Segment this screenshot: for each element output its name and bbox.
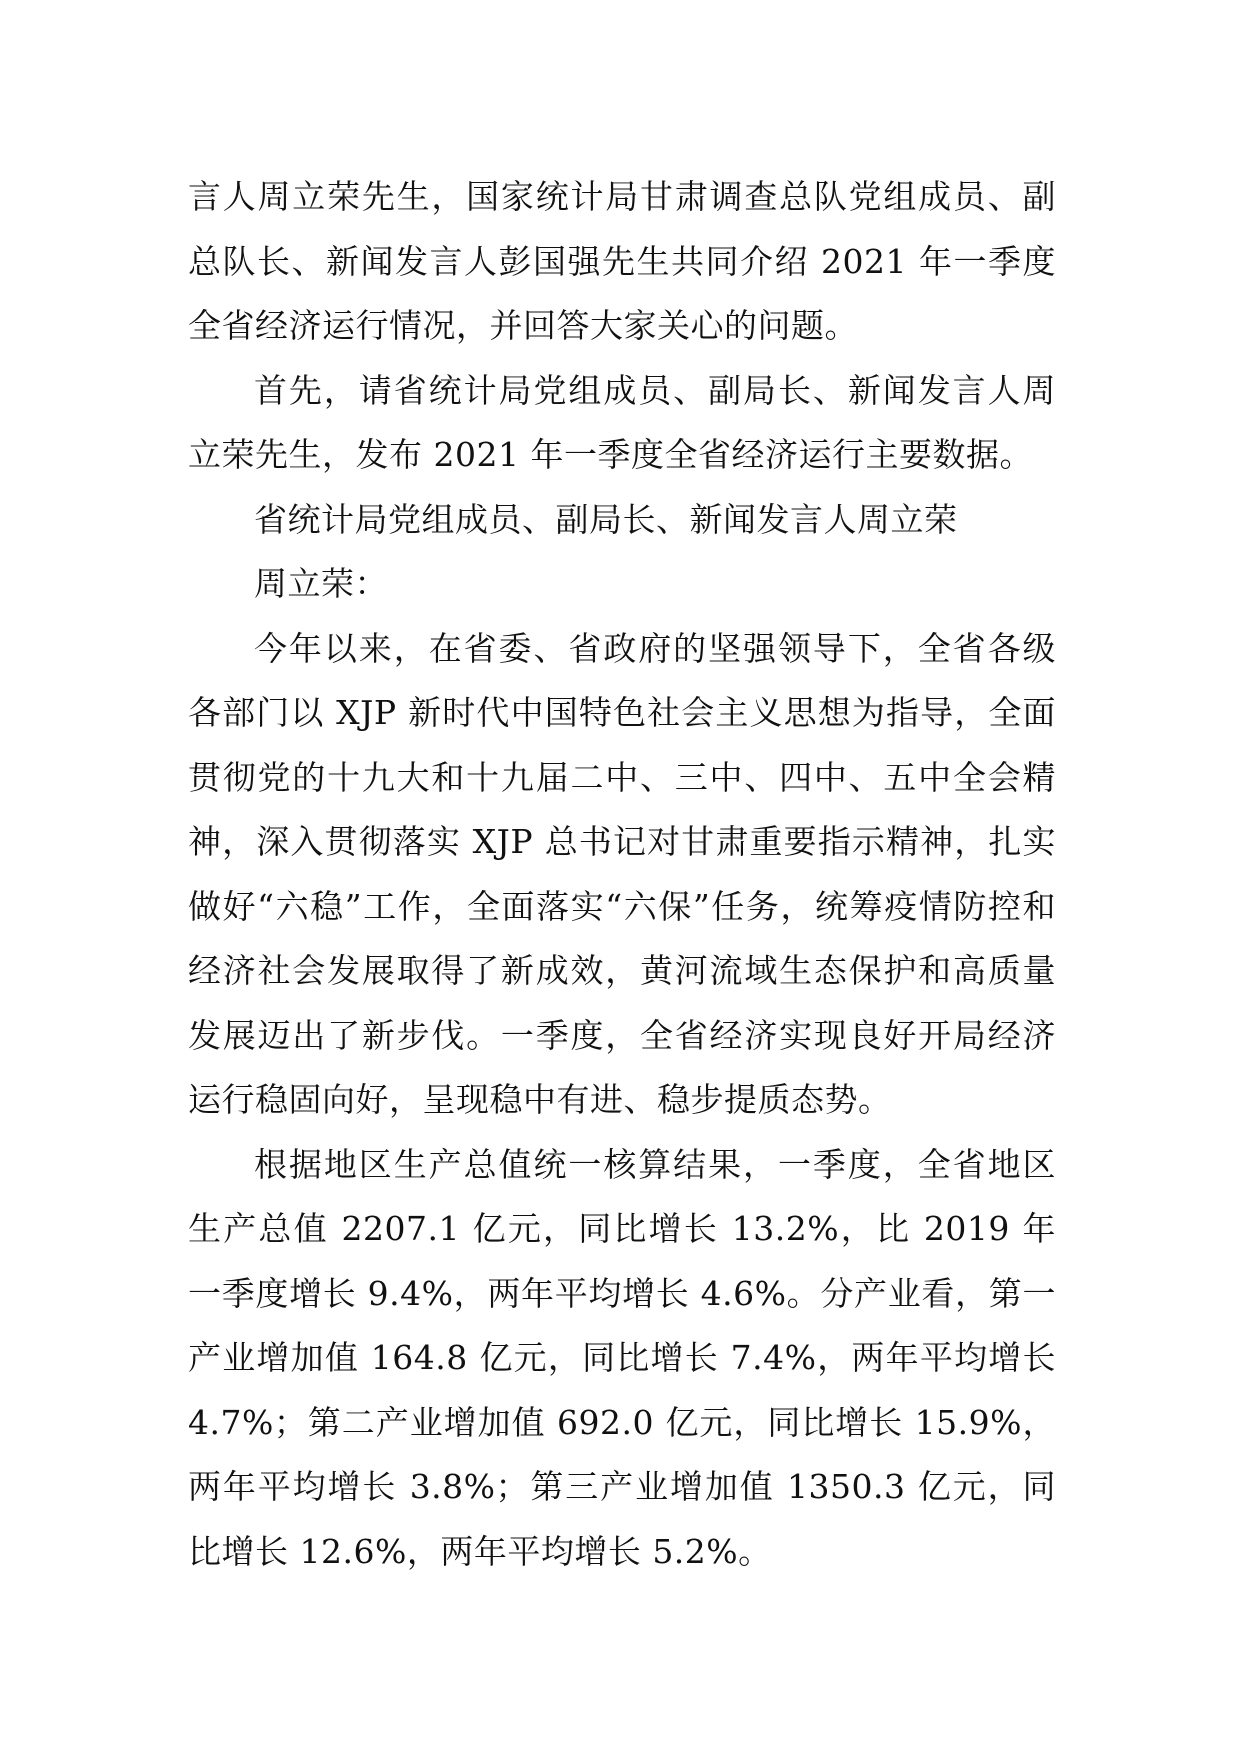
speaker-name: 周立荣： [254,564,388,603]
paragraph-continuation: 言人周立荣先生，国家统计局甘肃调查总队党组成员、副总队长、新闻发言人彭国强先生共同介绍 2021 年一季度全省经济运行情况，并回答大家关心的问题。 [188,177,1056,345]
paragraph-gdp-data: 根据地区生产总值统一核算结果，一季度，全省地区生产总值 2207.1 亿元，同比增长 13.2%，比 2019 年一季度增长 9.4%，两年平均增长 4.6%。分产业看，第一产业增加值 164.8 亿元，同比增长 7.4%，两年平均增长 4.7%；第二产业增加值 692.0 亿元，同比增长 15.9%，两年平均增长 3.8%；第三产业增加值 1350.3 亿元，同比增长 12.6%，两年平均增长 5.2%。 [188,1144,1056,1571]
document-body [188,165,1056,1584]
paragraph-host-introduction: 首先，请省统计局党组成员、副局长、新闻发言人周立荣先生，发布 2021 年一季度全省经济运行主要数据。 [188,370,1056,474]
paragraph-economic-overview: 今年以来，在省委、省政府的坚强领导下，全省各级各部门以 XJP 新时代中国特色社会主义思想为指导，全面贯彻党的十九大和十九届二中、三中、四中、五中全会精神，深入贯彻落实 XJP 总书记对甘肃重要指示精神，扎实做好“六稳”工作，全面落实“六保”任务，统筹疫情防控和经济社会发展取得了新成效，黄河流域生态保护和高质量发展迈出了新步伐。一季度，全省经济实现良好开局经济运行稳固向好，呈现稳中有进、稳步提质态势。 [188,628,1056,1119]
speaker-title: 省统计局党组成员、副局长、新闻发言人周立荣 [254,499,958,539]
